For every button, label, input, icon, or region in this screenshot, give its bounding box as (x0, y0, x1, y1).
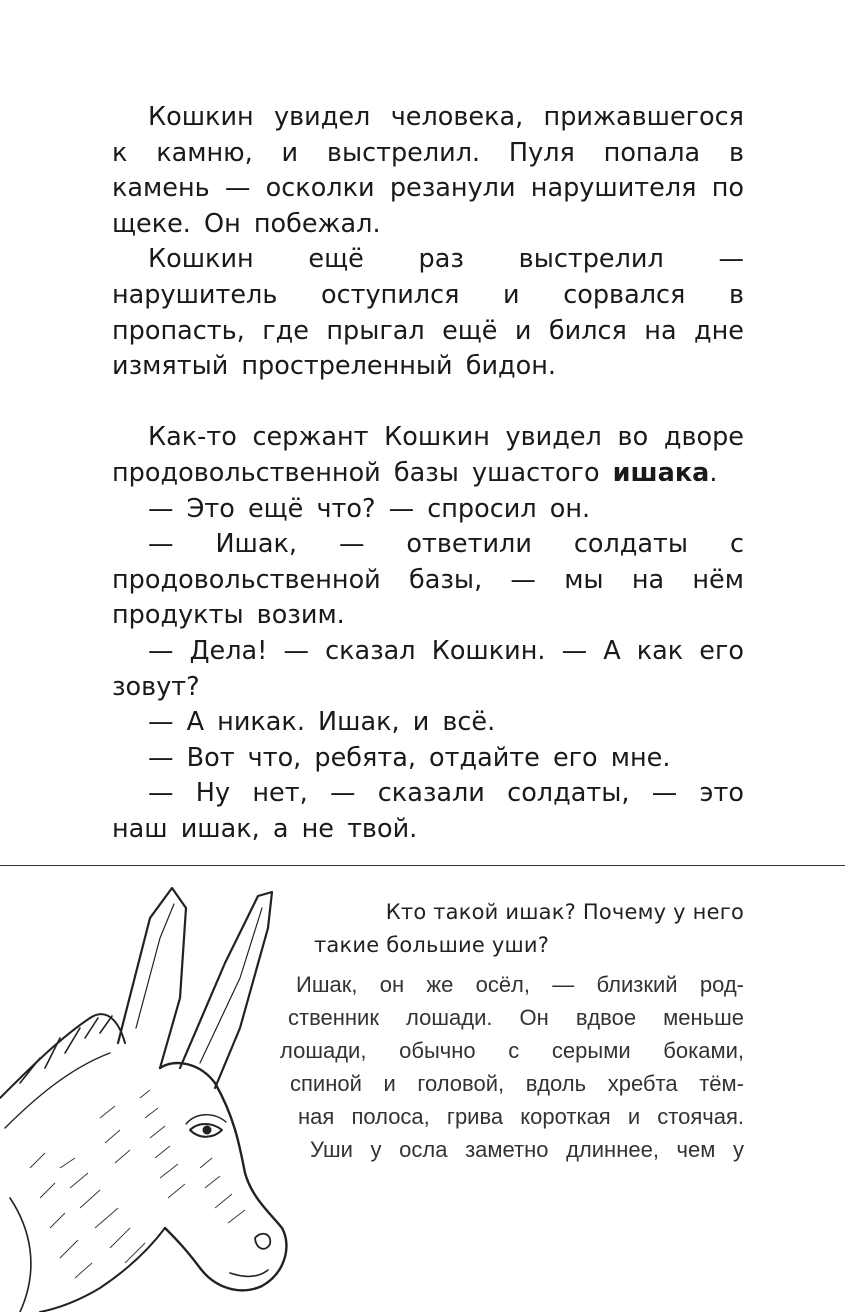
paragraph-1: Кошкин увидел человека, прижавшегося к камню, и выстрелил. Пуля попала в камень — осколки резанули нарушителя по щеке. Он побежал. (112, 102, 744, 239)
sidebar-question-line-1: Кто такой ишак? Почему у него (385, 900, 744, 924)
paragraph-3 (112, 420, 744, 491)
sidebar-answer (280, 968, 744, 1166)
paragraph-gap (112, 385, 744, 421)
sidebar-answer-line: спиной и головой, вдоль хребта тём- (290, 1071, 744, 1096)
paragraph-7: — А никак. Ишак, и всё. (148, 707, 496, 738)
sidebar-question-line-2: такие большие уши? (314, 933, 550, 957)
sidebar-answer-line: Ишак, он же осёл, — близкий род- (296, 972, 744, 997)
paragraph-5: — Ишак, — ответили солдаты с продовольственной базы, — мы на нём продукты возим. (112, 529, 744, 631)
paragraph-3-text: Как-то сержант Кошкин увидел во дворе продовольственной базы ушастого (112, 422, 744, 488)
donkey-illustration-icon (0, 868, 300, 1312)
sidebar-answer-line: ственник лошади. Он вдвое меньше (288, 1005, 744, 1030)
sidebar-answer-line: Уши у осла заметно длиннее, чем у (310, 1137, 744, 1162)
paragraph-9: — Ну нет, — сказали солдаты, — это наш ишак, а не твой. (112, 778, 744, 844)
sidebar-answer-line: лошади, обычно с серыми боками, (280, 1038, 744, 1063)
sidebar-question (300, 896, 744, 962)
story-text (112, 100, 744, 847)
paragraph-4: — Это ещё что? — спросил он. (148, 493, 591, 524)
paragraph-3-end: . (709, 457, 718, 488)
paragraph-2: Кошкин ещё раз выстрелил — нарушитель оступился и сорвался в пропасть, где прыгал ещё и бился на дне измятый простреленный бидон. (112, 244, 744, 382)
sidebar-answer-line: ная полоса, грива короткая и стоячая. (298, 1104, 744, 1129)
highlighted-word[interactable]: ишака (612, 457, 710, 488)
section-divider (0, 865, 845, 866)
paragraph-6: — Дела! — сказал Кошкин. — А как его зовут? (112, 635, 744, 702)
paragraph-8: — Вот что, ребята, отдайте его мне. (148, 742, 671, 773)
